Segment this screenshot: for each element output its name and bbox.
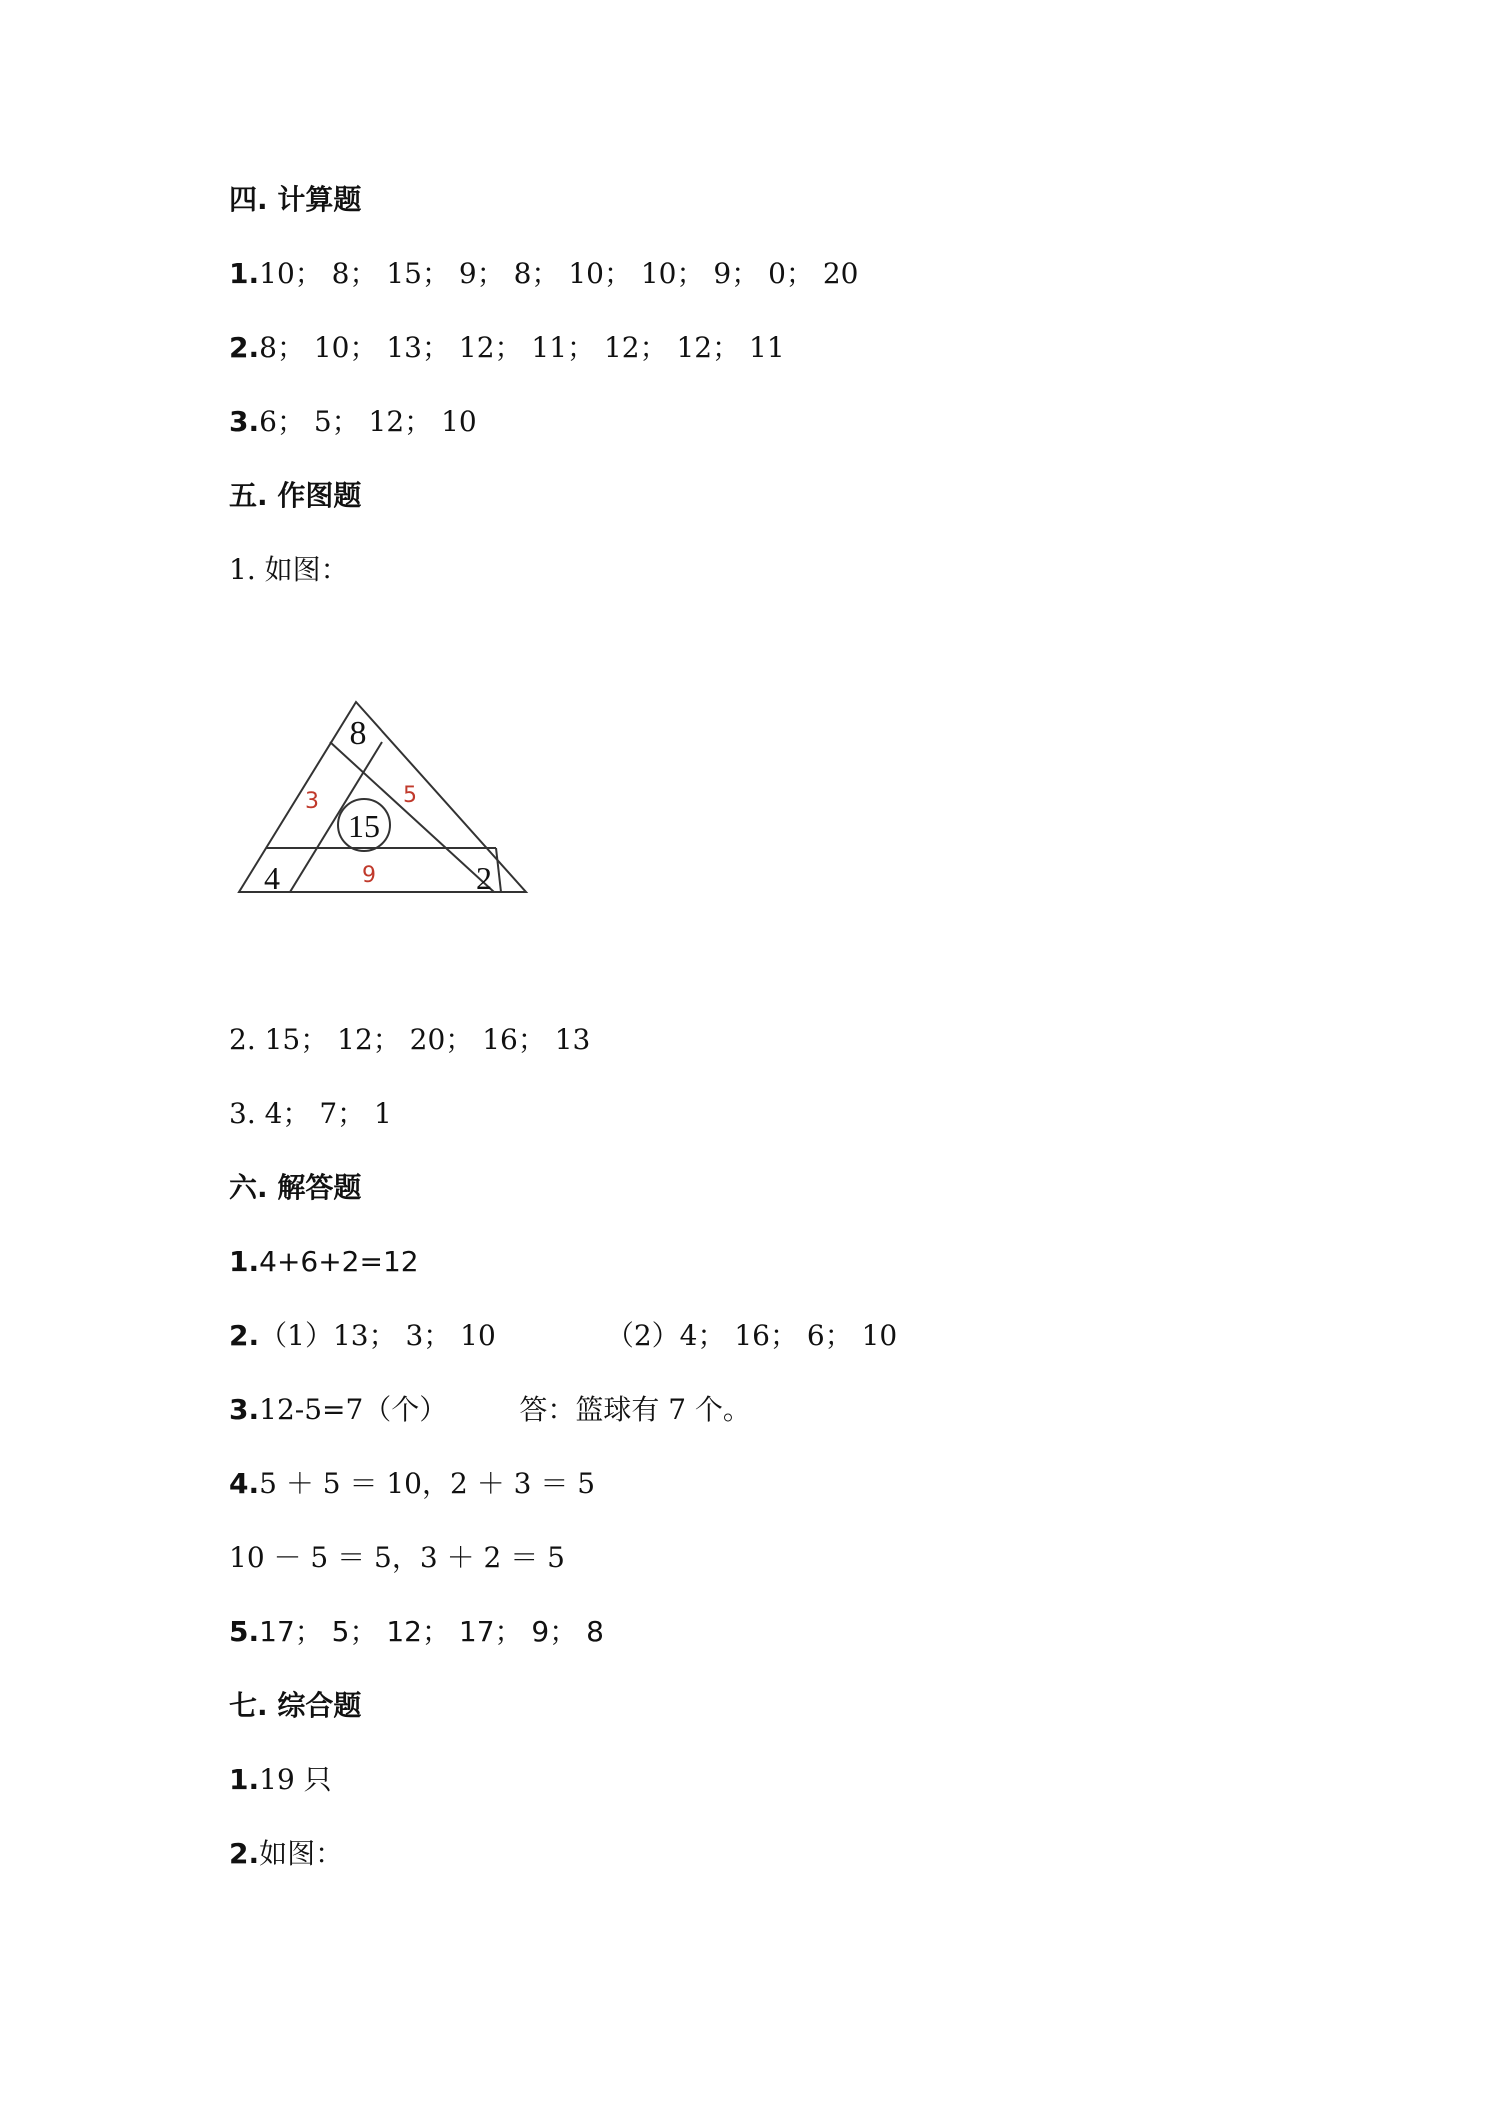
answer-text: 10； 8； 15； 9； 8； 10； 10； 9； 0； 20 (259, 257, 859, 290)
answer-text: 4+6+2=12 (259, 1245, 419, 1278)
answer-part-2: 答：篮球有 7 个。 (519, 1393, 751, 1426)
inner-line-edge (496, 848, 501, 892)
sec5-q3: 3. 4； 7； 1 (229, 1097, 392, 1130)
q-number: 2. (229, 1319, 260, 1352)
q-number: 5. (229, 1615, 260, 1648)
sec6-q2 (229, 1318, 897, 1354)
q-number: 1. (229, 257, 260, 290)
answer-text: 8； 10； 13； 12； 11； 12； 12； 11 (259, 331, 785, 364)
answer-part-2: （2）4； 16； 6； 10 (605, 1319, 898, 1352)
triangle-figure (234, 696, 534, 906)
fig-right-corner-number: 2 (476, 860, 492, 896)
sec4-q2 (229, 330, 785, 366)
answer-text: 6； 5； 12； 10 (259, 405, 477, 438)
sec6-q3 (229, 1392, 751, 1428)
q-number: 3. (229, 1393, 260, 1426)
sec7-q1 (229, 1762, 332, 1798)
sec6-q5 (229, 1614, 604, 1650)
section-7-heading: 七. 综合题 (229, 1689, 362, 1722)
fig-left-corner-number: 4 (264, 860, 280, 896)
sec6-q4 (229, 1466, 595, 1502)
answer-text: 17； 5； 12； 17； 9； 8 (259, 1615, 604, 1648)
fig-right-side-answer: 5 (403, 783, 417, 808)
sec5-q2: 2. 15； 12； 20； 16； 13 (229, 1023, 591, 1056)
q-number: 4. (229, 1467, 260, 1500)
answer-text: 19 只 (259, 1763, 332, 1796)
fig-bottom-side-answer: 9 (362, 863, 376, 888)
answer-part-1: 12-5=7（个） (259, 1393, 448, 1426)
sec4-q3 (229, 404, 477, 440)
section-4-heading: 四. 计算题 (229, 183, 362, 216)
answer-text: 5 ＋ 5 ＝ 10，2 ＋ 3 ＝ 5 (259, 1467, 596, 1500)
sec5-q1: 1. 如图： (229, 553, 349, 586)
q-number: 2. (229, 331, 260, 364)
fig-center-number: 15 (348, 808, 380, 844)
q-number: 1. (229, 1245, 260, 1278)
section-6-heading: 六. 解答题 (229, 1171, 362, 1204)
answer-part-1: （1）13； 3； 10 (259, 1319, 496, 1352)
fig-left-side-answer: 3 (305, 789, 319, 814)
sec7-q2 (229, 1836, 343, 1872)
section-5-heading: 五. 作图题 (229, 479, 362, 512)
q-number: 3. (229, 405, 260, 438)
q-number: 2. (229, 1837, 260, 1870)
q-number: 1. (229, 1763, 260, 1796)
sec6-q1 (229, 1244, 419, 1280)
answer-text: 如图： (259, 1837, 344, 1870)
sec4-q1 (229, 256, 858, 292)
sec6-q4-line2: 10 － 5 ＝ 5，3 ＋ 2 ＝ 5 (229, 1541, 565, 1574)
fig-top-number: 8 (349, 715, 367, 752)
